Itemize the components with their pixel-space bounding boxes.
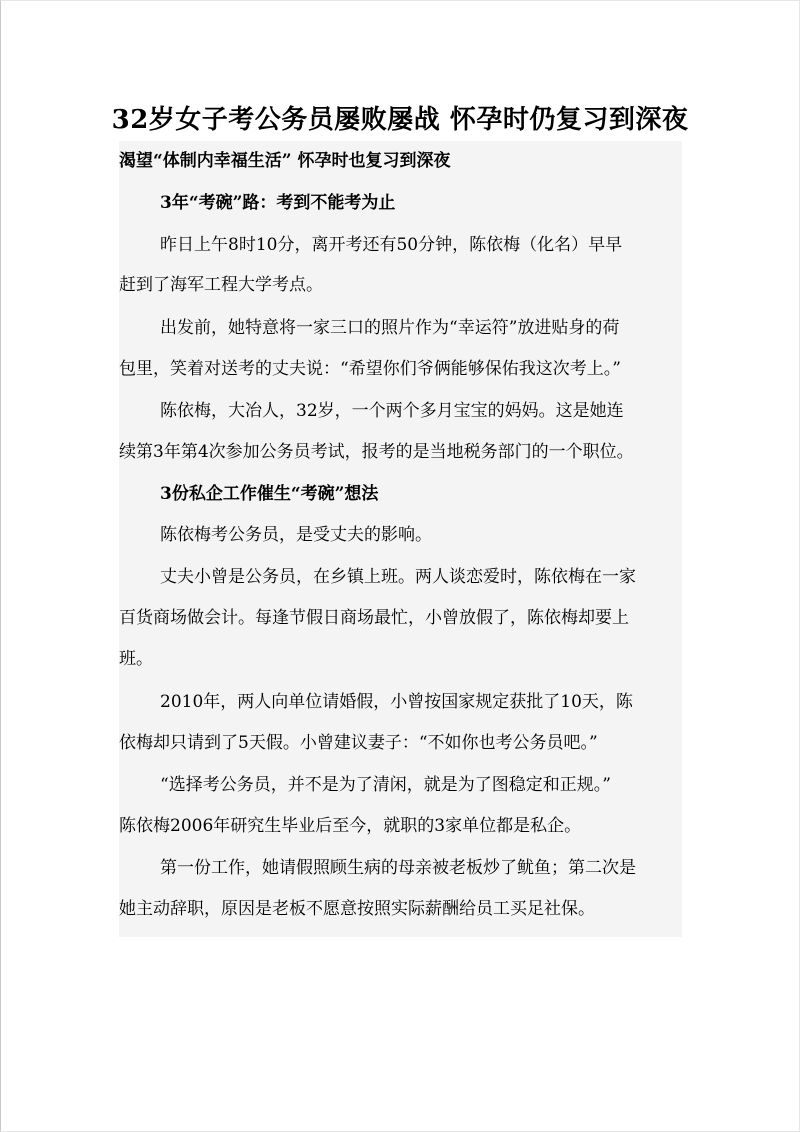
paragraph-line: 班。 [119,649,153,669]
section-heading-exam-road: 3年“考碗”路：考到不能考为止 [160,193,396,213]
paragraph-line: 依梅却只请到了5天假。小曾建议妻子：“不如你也考公务员吧。” [119,733,598,753]
paragraph-line: 她主动辞职，原因是老板不愿意按照实际薪酬给员工买足社保。 [119,899,595,919]
paragraph-line: “选择考公务员，并不是为了清闲，就是为了图稳定和正规。” [160,775,611,795]
document-title: 32岁女子考公务员屡败屡战 怀孕时仍复习到深夜 [111,105,689,135]
paragraph-line: 陈依梅2006年研究生毕业后至今，就职的3家单位都是私企。 [119,816,582,836]
paragraph-line: 出发前，她特意将一家三口的照片作为“幸运符”放进贴身的荷 [160,318,620,338]
paragraph-line: 2010年，两人向单位请婚假，小曾按国家规定获批了10天，陈 [160,692,633,712]
paragraph-line: 赶到了海军工程大学考点。 [119,275,323,295]
subheading-desire: 渴望“体制内幸福生活” 怀孕时也复习到深夜 [119,151,451,171]
paragraph-line: 包里，笑着对送考的丈夫说：“希望你们爷俩能够保佑我这次考上。” [119,359,621,379]
paragraph-line: 陈依梅考公务员，是受丈夫的影响。 [160,525,432,545]
article-body [119,141,682,937]
paragraph-line: 丈夫小曾是公务员，在乡镇上班。两人谈恋爱时，陈依梅在一家 [160,567,636,587]
paragraph-line: 陈依梅，大冶人，32岁，一个两个多月宝宝的妈妈。这是她连 [160,401,624,421]
paragraph-line: 第一份工作，她请假照顾生病的母亲被老板炒了鱿鱼；第二次是 [160,858,636,878]
paragraph-line: 续第3年第4次参加公务员考试，报考的是当地税务部门的一个职位。 [119,442,634,462]
paragraph-line: 百货商场做会计。每逢节假日商场最忙，小曾放假了，陈依梅却要上 [119,608,629,628]
section-heading-private-jobs: 3份私企工作催生“考碗”想法 [160,484,379,504]
paragraph-line: 昨日上午8时10分，离开考还有50分钟，陈依梅（化名）早早 [160,235,623,255]
